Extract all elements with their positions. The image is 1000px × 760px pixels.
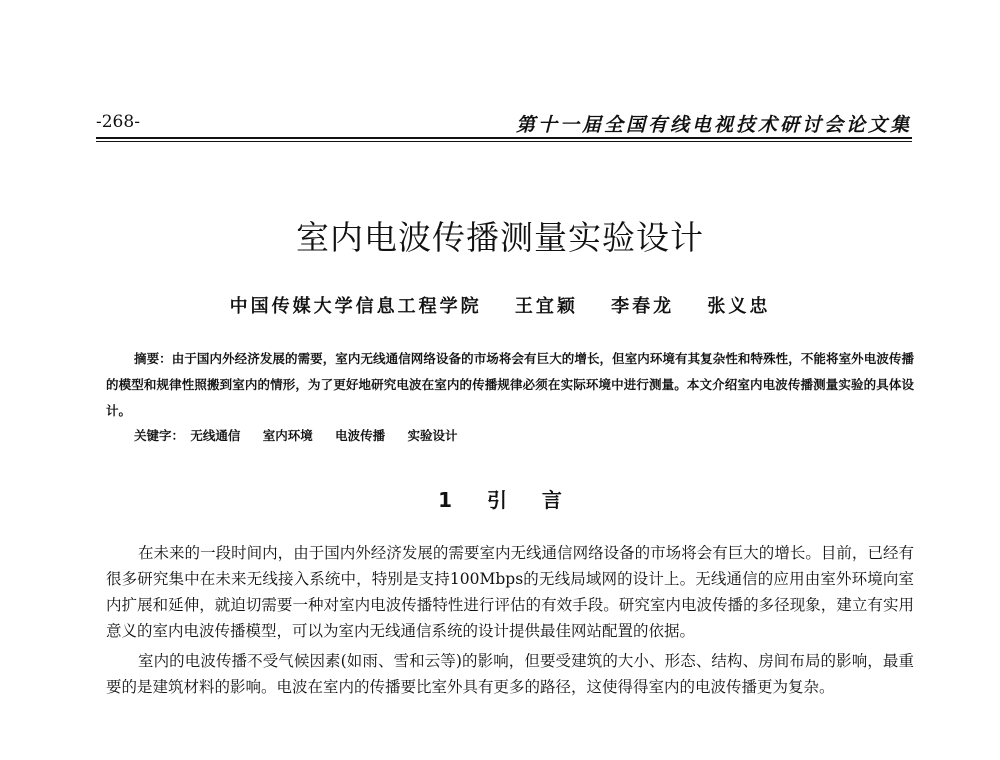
paper-title: 室内电波传播测量实验设计: [296, 218, 704, 257]
keyword: 电波传播: [335, 428, 386, 443]
body-text: [106, 540, 914, 704]
section-title-part: 言: [541, 488, 562, 512]
paragraph: 在未来的一段时间内，由于国内外经济发展的需要室内无线通信网络设备的市场将会有巨大的增长。目前，已经有很多研究集中在未来无线接入系统中，特别是支持100Mbps的无线局域网的设计上。无线通信的应用由室外环境向室内扩展和延伸，就迫切需要一种对室内电波传播特性进行评估的有效手段。研究室内电波传播的多径现象，建立有实用意义的室内电波传播模型，可以为室内无线通信系统的设计提供最佳网站配置的依据。: [106, 544, 914, 640]
author-name: 张义忠: [707, 296, 771, 317]
author-name: 王宜颖: [514, 296, 578, 317]
abstract: 摘要：由于国内外经济发展的需要，室内无线通信网络设备的市场将会有巨大的增长，但室内环境有其复杂性和特殊性，不能将室外电波传播的模型和规律性照搬到室内的情形，为了更好地研究电波在室内的传播规律必须在实际环境中进行测量。本文介绍室内电波传播测量实验的具体设计。: [106, 351, 914, 418]
running-title: 第十一届全国有线电视技术研讨会论文集: [515, 114, 912, 136]
paragraph: 室内的电波传播不受气候因素(如雨、雪和云等)的影响，但要受建筑的大小、形态、结构、房间布局的影响，最重要的是建筑材料的影响。电波在室内的传播要比室外具有更多的路径，这使得得室内的电波传播更为复杂。: [106, 652, 914, 696]
section-title-part: 引: [486, 488, 507, 512]
keywords: [134, 426, 476, 444]
header-rule: [96, 137, 912, 139]
section-number: 1: [438, 488, 452, 512]
author-line: [0, 292, 1000, 318]
keyword: 实验设计: [407, 428, 458, 443]
keyword: 室内环境: [262, 428, 313, 443]
header-rule-thin: [96, 141, 912, 142]
keywords-label: 关键字：: [134, 428, 185, 443]
affiliation: 中国传媒大学信息工程学院: [229, 296, 482, 317]
author-name: 李春龙: [611, 296, 675, 317]
page-number: -268-: [96, 112, 140, 132]
keyword: 无线通信: [190, 428, 241, 443]
section-heading: [0, 484, 1000, 513]
